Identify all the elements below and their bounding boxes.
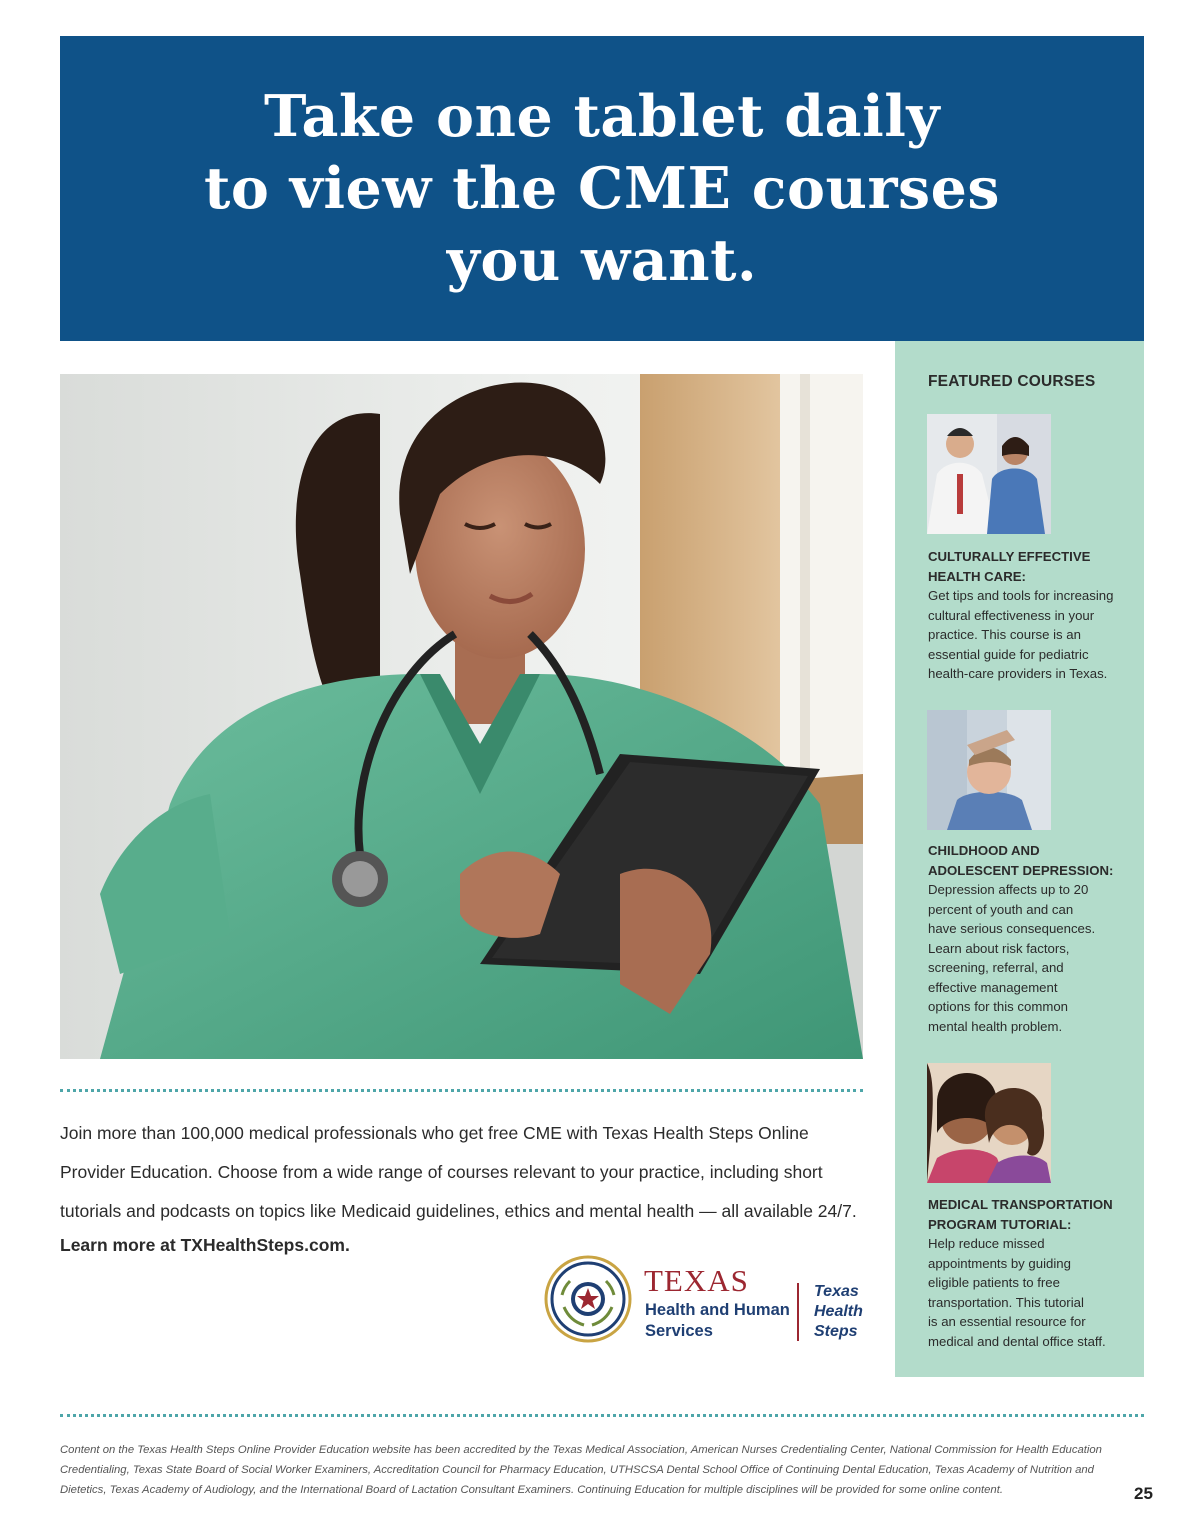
course-3-desc-line: medical and dental office staff.: [928, 1333, 1106, 1349]
course-3-title-line-1: MEDICAL TRANSPORTATION: [928, 1197, 1113, 1212]
intro-line-2: Provider Education. Choose from a wide range of courses relevant to your practice, including short: [60, 1162, 823, 1182]
course-1-desc-line: cultural effectiveness in your: [928, 607, 1095, 623]
accreditation-footnote: [60, 1440, 1140, 1500]
footnote-line-3: Dietetics, Texas Academy of Audiology, and the International Board of Lactation Consultant Examiners. Continuing Education for multiple disciplines will be provided for some online content.: [60, 1484, 1003, 1496]
nurse-photo-illustration: [60, 374, 863, 1059]
course-2[interactable]: [928, 841, 1138, 1036]
course-2-desc-line: effective management: [928, 979, 1058, 995]
intro-line-3: tutorials and podcasts on topics like Medicaid guidelines, ethics and mental health — all available 24/7.: [60, 1201, 857, 1221]
featured-courses-heading: FEATURED COURSES: [928, 373, 1096, 390]
intro-line-1: Join more than 100,000 medical professionals who get free CME with Texas Health Steps Online: [60, 1123, 809, 1143]
ths-line-2: Health: [814, 1303, 863, 1320]
course-2-desc-line: screening, referral, and: [928, 960, 1064, 975]
course-2-desc-line: have serious consequences.: [928, 921, 1096, 936]
course-2-desc-line: options for this common: [928, 999, 1068, 1014]
course-3-desc-line: eligible patients to free: [928, 1275, 1060, 1290]
headline-line-1: Take one tablet daily: [264, 82, 940, 150]
footnote-line-1: Content on the Texas Health Steps Online Provider Education website has been accredited by the Texas Medical Association, American Nurses Credentialing Center, National Commission for Health Education: [60, 1444, 1102, 1456]
course-1-title-line-2: HEALTH CARE:: [928, 568, 1026, 584]
course-2-title-line-1: CHILDHOOD AND: [928, 843, 1040, 858]
course-1-desc-line: essential guide for pediatric: [928, 646, 1089, 662]
logo-texas-health-steps: [814, 1282, 863, 1342]
course-3[interactable]: [928, 1195, 1138, 1351]
intro-paragraph: [60, 1114, 870, 1231]
course-2-title-line-2: ADOLESCENT DEPRESSION:: [928, 862, 1114, 878]
texas-hhs-logo: [544, 1255, 874, 1345]
course-2-desc-line: Depression affects up to 20: [928, 882, 1089, 897]
course-1-thumbnail[interactable]: [927, 414, 1051, 534]
course-3-thumbnail[interactable]: [927, 1063, 1051, 1183]
header-banner: [60, 36, 1144, 341]
ths-line-3: Steps: [814, 1323, 858, 1340]
course-1-desc-line: practice. This course is an: [928, 627, 1081, 642]
featured-courses-sidebar: [895, 341, 1144, 1377]
course-2-thumbnail[interactable]: [927, 710, 1051, 830]
learn-more-link[interactable]: Learn more at TXHealthSteps.com.: [60, 1235, 350, 1255]
course-1-desc-line: Get tips and tools for increasing: [928, 588, 1114, 603]
course-2-desc-line: mental health problem.: [928, 1018, 1063, 1034]
logo-hhs-line-2: Services: [645, 1322, 713, 1340]
course-2-desc-line: Learn about risk factors,: [928, 940, 1070, 956]
course-3-desc-line: is an essential resource for: [928, 1314, 1086, 1329]
course-1[interactable]: [928, 547, 1138, 684]
footnote-line-2: Credentialing, Texas State Board of Social Worker Examiners, Accreditation Council for Pharmacy Education, UTHSCSA Dental School Office of Continuing Dental Education, Texas Academy of Nutrition and: [60, 1464, 1094, 1476]
logo-hhs-line-1: Health and Human: [645, 1301, 790, 1319]
logo-texas-wordmark: TEXAS: [644, 1263, 749, 1298]
course-2-desc-line: percent of youth and can: [928, 901, 1074, 917]
course-3-desc-line: transportation. This tutorial: [928, 1294, 1084, 1310]
headline-line-2: to view the CME courses: [204, 154, 1000, 222]
course-3-title-line-2: PROGRAM TUTORIAL:: [928, 1216, 1072, 1232]
divider-dotted-top: [60, 1089, 863, 1092]
course-3-desc-line: Help reduce missed: [928, 1236, 1045, 1251]
logo-divider: [797, 1283, 799, 1341]
page-number: 25: [1134, 1484, 1153, 1503]
nurse-with-tablet-photo: [60, 374, 863, 1059]
texas-seal-icon: [544, 1255, 640, 1345]
logo-hhs-wordmark: [645, 1300, 790, 1342]
headline-line-3: you want.: [446, 226, 758, 294]
ths-line-1: Texas: [814, 1283, 859, 1300]
course-3-desc-line: appointments by guiding: [928, 1255, 1071, 1271]
course-1-title-line-1: CULTURALLY EFFECTIVE: [928, 549, 1091, 564]
divider-dotted-bottom: [60, 1414, 1144, 1417]
course-1-desc-line: health-care providers in Texas.: [928, 666, 1108, 681]
